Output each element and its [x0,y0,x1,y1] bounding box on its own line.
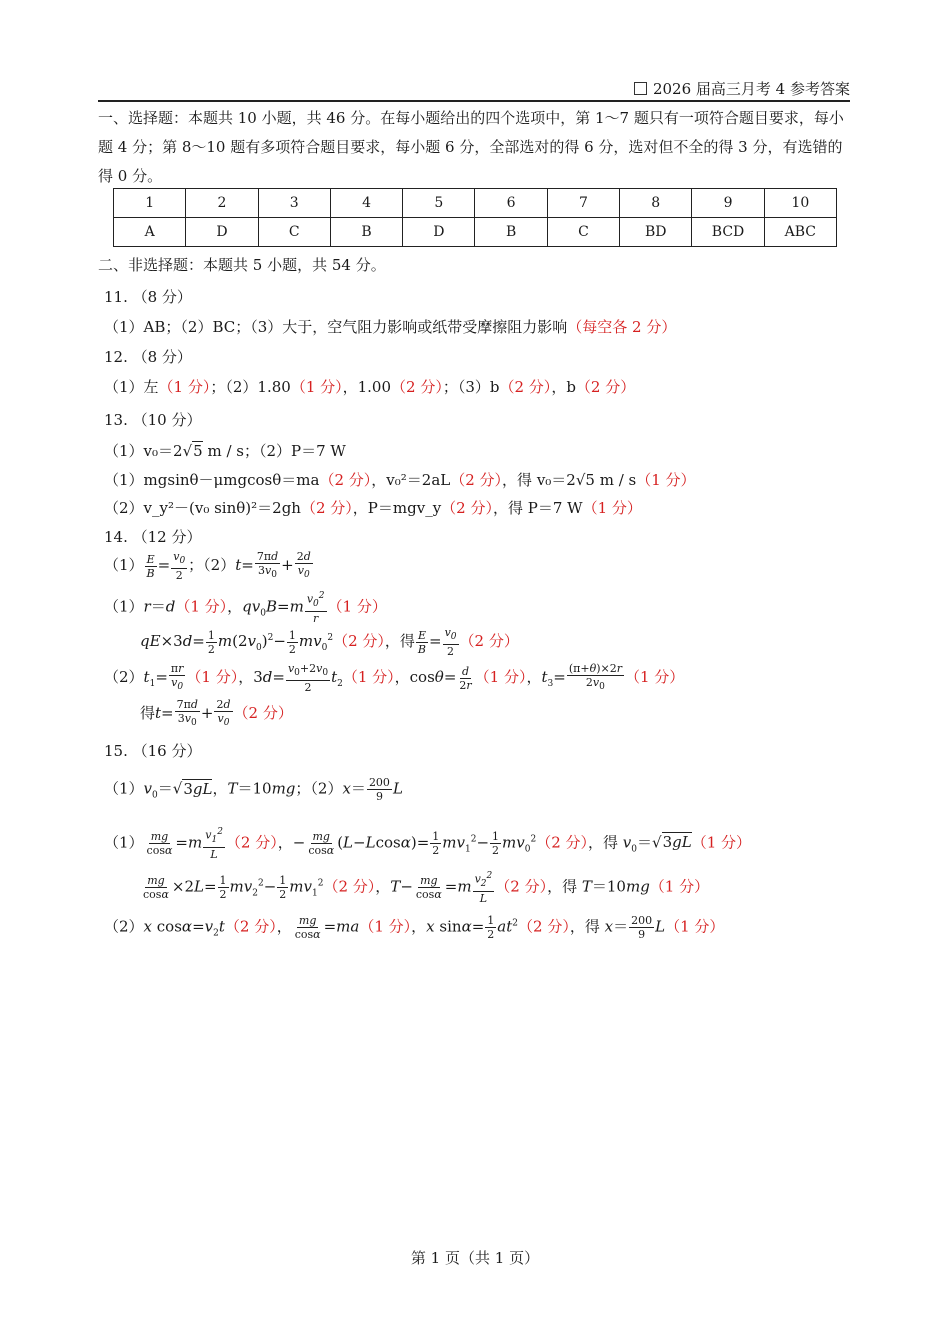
score: （2 分） [495,877,548,896]
fraction: $\frac{mg}{\cos\alpha}$ [308,829,335,857]
q11-title: 11. （8 分） [104,288,192,306]
score: （1 分） [175,597,228,616]
fraction: $\frac{E}{B}$ [417,628,426,656]
score: （1 分） [342,668,395,687]
fraction: $\frac{1}{2}$ [207,628,215,656]
fraction: $\frac{mg}{\cos\alpha}$ [146,829,173,857]
score: （2 分） [323,877,376,896]
fraction: $\frac{d}{2r}$ [459,664,472,692]
q14-line4: 得t= $\frac{7\pi d}{3v_0}$ + $\frac{2d}{v_0}$ （2 分） [140,698,293,729]
q12-title: 12. （8 分） [104,348,192,366]
score: （2 分） [536,833,588,852]
formula: （2）v_y²－(v₀ sinθ)²＝2gh [104,499,301,517]
table-cell: ABC [764,218,836,247]
score: （2 分） [300,499,353,517]
score: （2 分） [333,632,385,651]
fraction: $\frac{v_2^2}{L}$ [474,871,493,905]
score: （1 分） [649,877,710,896]
table-cell: 9 [692,189,764,218]
score: （2 分） [319,471,372,489]
fraction: $\frac{1}{2}$ [219,873,227,901]
q14-line3: $(2)t_1=$ $\frac{\pi r}{v_0}$ （1 分），3d= $\frac{v_0+2v_0}{2}$ $t_2(1$ 分），cosθ= $\frac{d}{2r}$ （1 分），$t_3=$ $\frac{(\pi+\theta)\times 2r}{2v_0}$ （1 分） [104,662,685,695]
fraction: $\frac{E}{B}$ [146,552,155,580]
fraction: $\frac{1}{2}$ [487,914,495,941]
fraction: $\frac{v_0^2}{r}$ [306,591,325,625]
score: （1 分） [665,917,725,936]
table-cell: BD [620,218,692,247]
score: （2 分） [233,704,293,723]
q13-line2 [104,497,642,518]
q15-line2: $\frac{mg}{\cos\alpha}$ ×2L= $\frac{1}{2}$ $mv_2^2-$ $\frac{1}{2}$ $mv_1^2(2$ 分），T− $\frac{mg}{\cos\alpha}$ =m $\frac{v_2^2}{L}$ （2 分），得 T＝10mg（1 分） [143,871,710,905]
score: （1 分） [624,668,685,687]
score: （1 分） [359,917,412,936]
q14-summary: （1） $\frac{E}{B}$ = $\frac{v_0}{2}$ ；（2）t= $\frac{7\pi d}{3v_0}$ + $\frac{2d}{v_0}$ [104,550,311,583]
table-cell: BCD [692,218,764,247]
answer-table [113,188,837,247]
q15-summary: $(1)v_0=√3gL$，T＝10mg；（2）x＝ $\frac{200}{9}$ L [104,776,403,803]
fraction: $\frac{mg}{\cos\alpha}$ [415,873,442,901]
table-cell: D [403,218,475,247]
score: （1 分） [636,471,696,489]
score: （2 分） [499,378,552,396]
table-row-numbers [114,189,837,218]
page-header [98,78,850,102]
fraction: $\frac{200}{9}$ [368,776,390,803]
fraction: $\frac{mg}{\cos\alpha}$ [294,914,321,941]
formula: ，得 v₀＝2√5 m / s [502,471,637,489]
q12-part: （1）左 [104,378,159,396]
table-cell: C [547,218,619,247]
q12-answer [104,376,635,397]
q13-line1 [104,469,696,490]
table-cell: C [258,218,330,247]
fraction: $\frac{2d}{v_0}$ [216,698,231,729]
q12-part: ；（3）b [442,378,500,396]
table-cell: B [330,218,402,247]
q11-score: （每空各 2 分） [567,318,677,336]
fraction: $\frac{v_1^2}{L}$ [205,827,223,861]
fraction: $\frac{mg}{\cos\alpha}$ [143,873,169,901]
fraction: $\frac{1}{2}$ [288,628,296,656]
formula: ，得 P＝7 W [492,499,583,517]
q13-summary: （1）v₀＝2√5 m / s；（2）P＝7 W [104,442,346,460]
fraction: $\frac{7\pi d}{3v_0}$ [256,550,279,581]
score: （2 分） [450,471,503,489]
formula: ，v₀²＝2aL [371,471,451,489]
fraction: $\frac{1}{2}$ [279,873,287,901]
score: （1 分） [691,833,751,852]
formula: （1）v₀＝2 [104,442,183,460]
fraction: $\frac{1}{2}$ [492,829,500,857]
table-cell: 4 [330,189,402,218]
table-cell: 8 [620,189,692,218]
score: （2 分） [518,917,570,936]
q13-title: 13. （10 分） [104,411,202,429]
table-cell: 6 [475,189,547,218]
score: （2 分） [391,378,443,396]
table-cell: 5 [403,189,475,218]
fraction: $\frac{2d}{v_0}$ [296,550,311,581]
fraction: $\frac{1}{2}$ [432,829,440,857]
q11-text: （1）AB；（2）BC；（3）大于，空气阻力影响或纸带受摩擦阻力影响 [104,318,568,336]
fraction: $\frac{200}{9}$ [631,914,653,941]
q15-title: 15. （16 分） [104,742,202,760]
table-cell: 1 [114,189,186,218]
table-cell: D [186,218,258,247]
fraction: $\frac{(\pi+\theta)\times 2r}{2v_0}$ [568,662,622,693]
score: （1 分） [327,597,387,616]
q12-part: ，b [551,378,576,396]
score: （1 分） [290,378,343,396]
score: （2 分） [459,632,519,651]
score: （1 分） [474,668,527,687]
fraction: $\frac{v_0+2v_0}{2}$ [287,662,329,695]
formula: ，P＝mgv_y [352,499,442,517]
score: （1 分） [186,668,239,687]
q15-line3: （2）x $\cos\alpha=v_2t(2$ 分）， $\frac{mg}{\cos\alpha}$ =ma（1 分），x sinα= $\frac{1}{2}$ $at^2(2$ 分），得 x＝ $\frac{200}{9}$ L（1 分） [104,914,725,941]
score: （2 分） [224,917,277,936]
fraction: $\frac{v_0}{2}$ [444,626,457,659]
fraction: $\frac{v_0}{2}$ [173,550,186,583]
score: （2 分） [575,378,636,396]
formula: （1）mgsinθ－μmgcosθ＝ma [104,471,320,489]
q11-answer [104,316,676,337]
score: （2 分） [225,833,278,852]
section1-intro: 一、选择题：本题共 10 小题，共 46 分。在每小题给出的四个选项中，第 1～7 题只有一项符合题目要求，每小题 4 分；第 8～10 题有多项符合题目要求，每小题 6 分，全部选对的得 6 分，选对但不全的得 3 分，有选错的得 0 分。 [98,109,844,185]
table-cell: 3 [258,189,330,218]
table-cell: 10 [764,189,836,218]
table-cell: B [475,218,547,247]
page-footer: 第 1 页（共 1 页） [410,1249,540,1267]
formula: 5 [193,442,203,460]
table-cell: A [114,218,186,247]
score: （1 分） [582,499,642,517]
table-cell: 2 [186,189,258,218]
q12-part: ，1.00 [342,378,392,396]
q12-part: ；（2）1.80 [210,378,291,396]
formula: m / s；（2）P＝7 W [202,442,346,460]
header-text: 2026 届高三月考 4 参考答案 [652,80,850,98]
q14-line2: qE×3d= $\frac{1}{2}$ $m(2v_0)^2-$ $\frac{1}{2}$ $mv_0^2(2$ 分），得 $\frac{E}{B}$ = $\frac{v_0}{2}$ （2 分） [140,626,519,659]
section2-title: 二、非选择题：本题共 5 小题，共 54 分。 [98,256,386,274]
fraction: $\frac{\pi r}{v_0}$ [170,662,184,693]
q14-line1: （1）r＝d（1 分），$qv_0B=m$ $\frac{v_0^2}{r}$ （1 分） [104,591,387,625]
q15-line1: （1） $\frac{mg}{\cos\alpha}$ =m $\frac{v_1^2}{L}$ （2 分），− $\frac{mg}{\cos\alpha}$ (L−Lcosα)= $\frac{1}{2}$ $mv_1^2-$ $\frac{1}{2}$ $mv_0^2(2$ 分），得 $v_0=√3gL(1$ 分） [104,827,751,861]
table-cell: 7 [547,189,619,218]
q14-title: 14. （12 分） [104,528,202,546]
checkbox-icon [634,82,647,95]
table-row-answers [114,218,837,247]
score: （2 分） [441,499,493,517]
fraction: $\frac{7\pi d}{3v_0}$ [176,698,198,729]
score: （1 分） [158,378,211,396]
